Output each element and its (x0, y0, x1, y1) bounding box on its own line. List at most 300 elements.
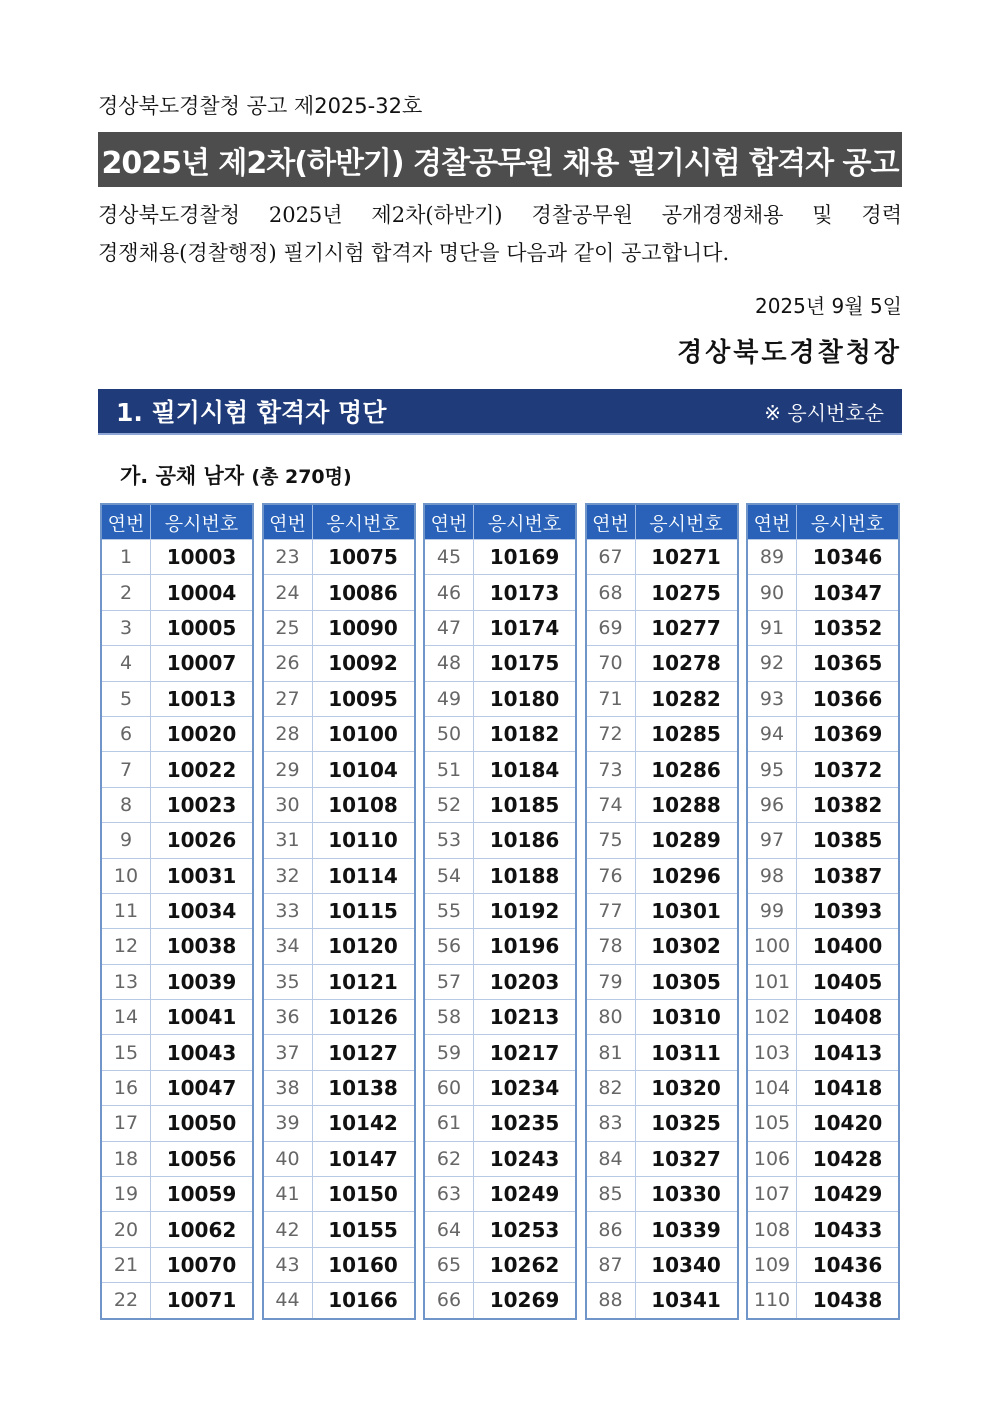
exam-number: 10340 (651, 1253, 721, 1277)
row-index: 56 (425, 929, 474, 963)
table-row (102, 610, 252, 645)
row-index: 44 (264, 1283, 313, 1317)
pass-list-table (262, 503, 416, 1320)
table-row (587, 1105, 737, 1140)
exam-number: 10271 (651, 545, 721, 570)
table-row (748, 1034, 898, 1069)
row-index: 8 (102, 788, 151, 822)
table-row (587, 539, 737, 574)
row-index: 33 (264, 894, 313, 928)
row-index: 30 (264, 788, 313, 822)
table-row (587, 1211, 737, 1246)
row-index: 36 (264, 1000, 313, 1034)
exam-number: 10213 (489, 1005, 560, 1030)
exam-number: 10013 (166, 686, 237, 711)
table-row (748, 716, 898, 751)
exam-number: 10160 (328, 1253, 398, 1277)
row-index: 91 (748, 611, 797, 645)
table-row (264, 1105, 414, 1140)
table-row (587, 964, 737, 999)
row-index: 86 (587, 1212, 636, 1246)
exam-number: 10285 (651, 722, 721, 747)
exam-number: 10004 (166, 580, 237, 605)
exam-number: 10150 (328, 1182, 398, 1207)
exam-number: 10095 (328, 686, 398, 711)
row-index: 10 (102, 859, 151, 893)
table-header (102, 505, 252, 539)
table-row (425, 999, 575, 1034)
exam-number: 10175 (489, 651, 560, 676)
row-index: 93 (748, 682, 797, 716)
exam-number: 10327 (651, 1146, 721, 1171)
exam-number: 10408 (812, 1005, 883, 1030)
subsection-count: (총 270명) (251, 466, 352, 488)
table-row (102, 1141, 252, 1176)
exam-number: 10022 (166, 757, 237, 782)
table-row (587, 822, 737, 857)
row-index: 15 (102, 1035, 151, 1069)
exam-number: 10301 (651, 899, 721, 924)
row-index: 29 (264, 752, 313, 786)
exam-number: 10346 (812, 545, 883, 570)
table-row (264, 787, 414, 822)
table-row (425, 858, 575, 893)
table-row (425, 751, 575, 786)
row-index: 72 (587, 717, 636, 751)
row-index: 108 (748, 1212, 797, 1246)
header-index: 연번 (587, 505, 636, 539)
row-index: 66 (425, 1283, 474, 1317)
table-row (587, 645, 737, 680)
table-row (264, 539, 414, 574)
row-index: 12 (102, 929, 151, 963)
table-row (587, 1070, 737, 1105)
table-row (425, 1247, 575, 1282)
table-row (748, 893, 898, 928)
row-index: 53 (425, 823, 474, 857)
row-index: 79 (587, 965, 636, 999)
exam-number: 10185 (489, 792, 560, 817)
row-index: 6 (102, 717, 151, 751)
row-index: 51 (425, 752, 474, 786)
table-row (425, 1282, 575, 1317)
row-index: 55 (425, 894, 474, 928)
table-row (425, 1070, 575, 1105)
table-row (102, 574, 252, 609)
table-row (425, 928, 575, 963)
row-index: 31 (264, 823, 313, 857)
table-row (748, 610, 898, 645)
exam-number: 10104 (328, 757, 398, 782)
row-index: 35 (264, 965, 313, 999)
row-index: 38 (264, 1071, 313, 1105)
exam-number: 10405 (812, 969, 883, 994)
exam-number: 10121 (328, 969, 398, 994)
table-row (425, 964, 575, 999)
exam-number: 10056 (166, 1146, 237, 1171)
table-row (425, 1105, 575, 1140)
row-index: 58 (425, 1000, 474, 1034)
exam-number: 10369 (812, 722, 883, 747)
row-index: 94 (748, 717, 797, 751)
row-index: 3 (102, 611, 151, 645)
exam-number: 10059 (166, 1182, 237, 1207)
table-row (425, 893, 575, 928)
exam-number: 10433 (812, 1217, 883, 1242)
row-index: 32 (264, 859, 313, 893)
exam-number: 10039 (166, 969, 237, 994)
table-row (102, 964, 252, 999)
row-index: 69 (587, 611, 636, 645)
exam-number: 10192 (489, 899, 560, 924)
header-index: 연번 (748, 505, 797, 539)
exam-number: 10188 (489, 863, 560, 888)
table-row (587, 574, 737, 609)
row-index: 67 (587, 540, 636, 574)
intro-line-2: 경쟁채용(경찰행정) 필기시험 합격자 명단을 다음과 같이 공고합니다. (98, 241, 730, 265)
table-row (102, 1247, 252, 1282)
row-index: 7 (102, 752, 151, 786)
exam-number: 10184 (489, 757, 560, 782)
exam-number: 10070 (166, 1253, 237, 1277)
row-index: 46 (425, 575, 474, 609)
row-index: 39 (264, 1106, 313, 1140)
row-index: 41 (264, 1177, 313, 1211)
exam-number: 10438 (812, 1288, 883, 1313)
exam-number: 10413 (812, 1040, 883, 1065)
row-index: 100 (748, 929, 797, 963)
table-row (748, 787, 898, 822)
row-index: 47 (425, 611, 474, 645)
table-header (748, 505, 898, 539)
exam-number: 10339 (651, 1217, 721, 1242)
exam-number: 10142 (328, 1111, 398, 1136)
exam-number: 10347 (812, 580, 883, 605)
header-exam-number: 응시번호 (649, 512, 723, 535)
header-exam-number: 응시번호 (487, 512, 562, 535)
row-index: 34 (264, 929, 313, 963)
exam-number: 10173 (489, 580, 560, 605)
exam-number: 10127 (328, 1040, 398, 1065)
exam-number: 10352 (812, 615, 883, 640)
exam-number: 10166 (328, 1288, 398, 1313)
exam-number: 10007 (166, 651, 237, 676)
row-index: 73 (587, 752, 636, 786)
table-row (587, 681, 737, 716)
exam-number: 10047 (166, 1076, 237, 1101)
intro-paragraph (98, 196, 902, 272)
table-row (264, 822, 414, 857)
table-row (264, 1070, 414, 1105)
row-index: 20 (102, 1212, 151, 1246)
table-row (425, 716, 575, 751)
exam-number: 10026 (166, 828, 237, 853)
row-index: 28 (264, 717, 313, 751)
table-row (587, 1176, 737, 1211)
row-index: 105 (748, 1106, 797, 1140)
row-index: 43 (264, 1248, 313, 1282)
table-row (264, 716, 414, 751)
row-index: 98 (748, 859, 797, 893)
exam-number: 10243 (489, 1146, 560, 1171)
header-exam-number: 응시번호 (326, 512, 400, 535)
exam-number: 10050 (166, 1111, 237, 1136)
exam-number: 10034 (166, 899, 237, 924)
exam-number: 10302 (651, 934, 721, 959)
exam-number: 10253 (489, 1217, 560, 1242)
row-index: 71 (587, 682, 636, 716)
row-index: 61 (425, 1106, 474, 1140)
table-row (102, 645, 252, 680)
table-row (748, 1211, 898, 1246)
row-index: 23 (264, 540, 313, 574)
table-row (748, 539, 898, 574)
table-row (425, 681, 575, 716)
exam-number: 10031 (166, 863, 237, 888)
row-index: 17 (102, 1106, 151, 1140)
table-row (425, 1034, 575, 1069)
row-index: 37 (264, 1035, 313, 1069)
table-row (102, 716, 252, 751)
pass-list-table (100, 503, 254, 1320)
table-row (587, 751, 737, 786)
exam-number: 10282 (651, 686, 721, 711)
exam-number: 10041 (166, 1005, 237, 1030)
row-index: 101 (748, 965, 797, 999)
row-index: 65 (425, 1248, 474, 1282)
row-index: 99 (748, 894, 797, 928)
row-index: 74 (587, 788, 636, 822)
header-index: 연번 (264, 505, 313, 539)
table-row (264, 1141, 414, 1176)
exam-number: 10196 (489, 934, 560, 959)
exam-number: 10120 (328, 934, 398, 959)
exam-number: 10288 (651, 792, 721, 817)
table-row (748, 964, 898, 999)
row-index: 42 (264, 1212, 313, 1246)
row-index: 48 (425, 646, 474, 680)
table-row (264, 858, 414, 893)
table-row (102, 787, 252, 822)
pass-list-tables (100, 503, 900, 1320)
row-index: 104 (748, 1071, 797, 1105)
exam-number: 10269 (489, 1288, 560, 1313)
row-index: 68 (587, 575, 636, 609)
exam-number: 10325 (651, 1111, 721, 1136)
row-index: 4 (102, 646, 151, 680)
exam-number: 10418 (812, 1076, 883, 1101)
exam-number: 10217 (489, 1040, 560, 1065)
row-index: 45 (425, 540, 474, 574)
row-index: 11 (102, 894, 151, 928)
row-index: 24 (264, 575, 313, 609)
row-index: 106 (748, 1142, 797, 1176)
table-row (587, 1141, 737, 1176)
row-index: 70 (587, 646, 636, 680)
exam-number: 10365 (812, 651, 883, 676)
row-index: 40 (264, 1142, 313, 1176)
row-index: 60 (425, 1071, 474, 1105)
table-row (264, 1211, 414, 1246)
table-row (102, 1176, 252, 1211)
row-index: 57 (425, 965, 474, 999)
exam-number: 10169 (489, 545, 560, 570)
table-row (264, 645, 414, 680)
exam-number: 10278 (651, 651, 721, 676)
row-index: 78 (587, 929, 636, 963)
row-index: 62 (425, 1142, 474, 1176)
table-row (425, 1176, 575, 1211)
exam-number: 10023 (166, 792, 237, 817)
table-row (587, 1282, 737, 1317)
exam-number: 10235 (489, 1111, 560, 1136)
table-row (587, 893, 737, 928)
row-index: 102 (748, 1000, 797, 1034)
row-index: 103 (748, 1035, 797, 1069)
table-row (425, 1141, 575, 1176)
exam-number: 10182 (489, 722, 560, 747)
exam-number: 10174 (489, 615, 560, 640)
row-index: 92 (748, 646, 797, 680)
row-index: 19 (102, 1177, 151, 1211)
row-index: 63 (425, 1177, 474, 1211)
row-index: 13 (102, 965, 151, 999)
exam-number: 10138 (328, 1076, 398, 1101)
table-row (264, 893, 414, 928)
row-index: 84 (587, 1142, 636, 1176)
table-row (748, 1105, 898, 1140)
row-index: 87 (587, 1248, 636, 1282)
row-index: 110 (748, 1283, 797, 1317)
exam-number: 10387 (812, 863, 883, 888)
row-index: 76 (587, 859, 636, 893)
table-row (264, 681, 414, 716)
issuer-name: 경상북도경찰청장 (677, 338, 902, 368)
exam-number: 10186 (489, 828, 560, 853)
exam-number: 10420 (812, 1111, 883, 1136)
table-row (425, 610, 575, 645)
exam-number: 10062 (166, 1217, 237, 1242)
header-exam-number: 응시번호 (164, 512, 239, 535)
exam-number: 10234 (489, 1076, 560, 1101)
exam-number: 10296 (651, 863, 721, 888)
subsection-heading (120, 460, 352, 490)
exam-number: 10203 (489, 969, 560, 994)
intro-line-1: 경상북도경찰청 2025년 제2차(하반기) 경찰공무원 공개경쟁채용 및 경력 (98, 203, 902, 227)
exam-number: 10311 (651, 1040, 721, 1065)
table-row (748, 822, 898, 857)
row-index: 95 (748, 752, 797, 786)
table-row (102, 928, 252, 963)
table-row (587, 999, 737, 1034)
header-index: 연번 (102, 505, 151, 539)
table-row (264, 574, 414, 609)
table-row (102, 539, 252, 574)
exam-number: 10275 (651, 580, 721, 605)
table-row (425, 822, 575, 857)
exam-number: 10147 (328, 1146, 398, 1171)
table-row (748, 1070, 898, 1105)
exam-number: 10092 (328, 651, 398, 676)
row-index: 54 (425, 859, 474, 893)
table-row (748, 1141, 898, 1176)
row-index: 96 (748, 788, 797, 822)
table-row (587, 787, 737, 822)
table-row (425, 539, 575, 574)
exam-number: 10305 (651, 969, 721, 994)
exam-number: 10090 (328, 615, 398, 640)
exam-number: 10310 (651, 1005, 721, 1030)
row-index: 89 (748, 540, 797, 574)
table-row (264, 1247, 414, 1282)
table-row (102, 893, 252, 928)
row-index: 5 (102, 682, 151, 716)
exam-number: 10385 (812, 828, 883, 853)
row-index: 49 (425, 682, 474, 716)
row-index: 18 (102, 1142, 151, 1176)
section-note: ※ 응시번호순 (764, 400, 884, 425)
table-row (587, 858, 737, 893)
table-row (587, 1247, 737, 1282)
exam-number: 10180 (489, 686, 560, 711)
table-row (264, 1034, 414, 1069)
row-index: 1 (102, 540, 151, 574)
row-index: 52 (425, 788, 474, 822)
exam-number: 10020 (166, 722, 237, 747)
row-index: 77 (587, 894, 636, 928)
table-row (587, 716, 737, 751)
pass-list-table (746, 503, 900, 1320)
table-row (748, 645, 898, 680)
table-row (264, 964, 414, 999)
page-title: 2025년 제2차(하반기) 경찰공무원 채용 필기시험 합격자 공고 (98, 132, 902, 187)
pass-list-table (423, 503, 577, 1320)
exam-number: 10003 (166, 545, 237, 570)
row-index: 82 (587, 1071, 636, 1105)
exam-number: 10372 (812, 757, 883, 782)
row-index: 109 (748, 1248, 797, 1282)
row-index: 59 (425, 1035, 474, 1069)
row-index: 16 (102, 1071, 151, 1105)
exam-number: 10114 (328, 863, 398, 888)
exam-number: 10038 (166, 934, 237, 959)
table-row (102, 1282, 252, 1317)
table-row (748, 928, 898, 963)
table-row (748, 681, 898, 716)
exam-number: 10393 (812, 899, 883, 924)
table-row (102, 999, 252, 1034)
table-row (748, 858, 898, 893)
exam-number: 10428 (812, 1146, 883, 1171)
exam-number: 10366 (812, 686, 883, 711)
table-row (264, 999, 414, 1034)
exam-number: 10126 (328, 1005, 398, 1030)
table-row (264, 1282, 414, 1317)
row-index: 80 (587, 1000, 636, 1034)
exam-number: 10286 (651, 757, 721, 782)
row-index: 9 (102, 823, 151, 857)
section-title: 1. 필기시험 합격자 명단 (116, 398, 387, 427)
row-index: 2 (102, 575, 151, 609)
table-row (587, 928, 737, 963)
row-index: 64 (425, 1212, 474, 1246)
table-row (264, 751, 414, 786)
row-index: 97 (748, 823, 797, 857)
exam-number: 10436 (812, 1253, 883, 1277)
row-index: 81 (587, 1035, 636, 1069)
section-header (98, 389, 902, 435)
exam-number: 10108 (328, 792, 398, 817)
